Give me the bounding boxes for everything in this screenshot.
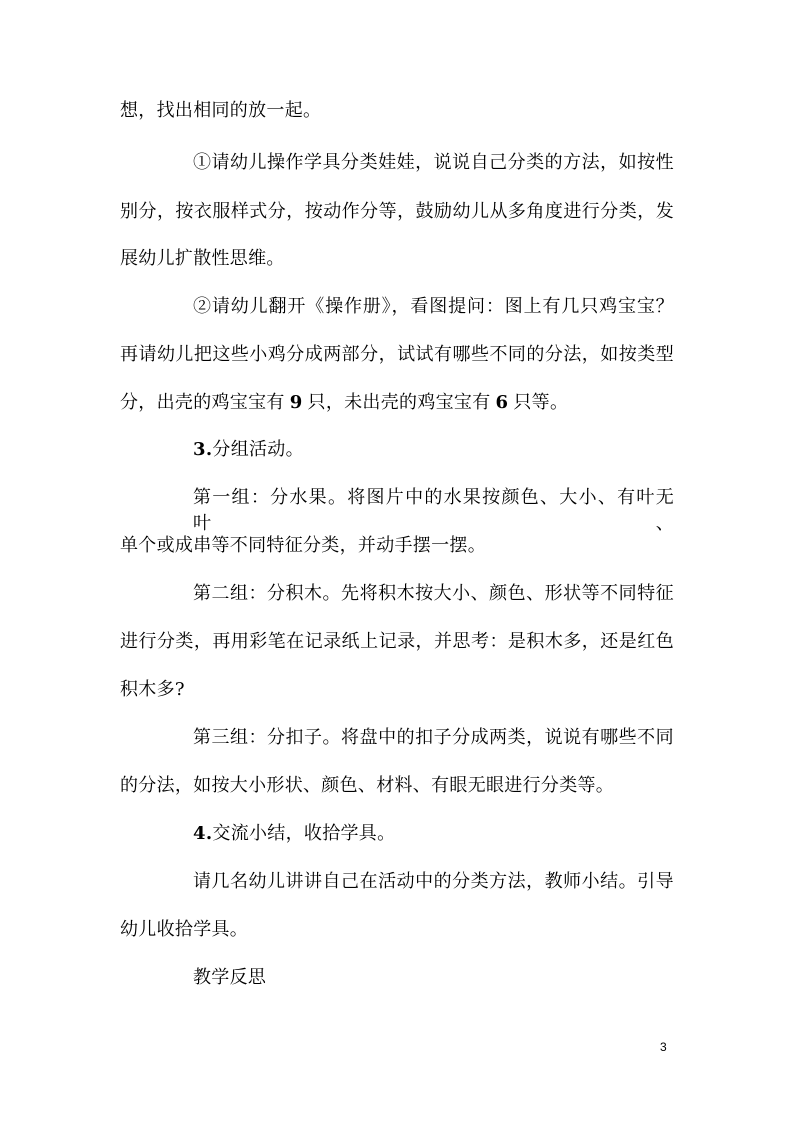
section-heading: 教学反思 [193, 967, 267, 988]
text-line: ①请幼儿操作学具分类娃娃，说说自己分类的方法，如按性 [193, 152, 674, 173]
text-line [0, 390, 794, 416]
page-number: 3 [660, 1040, 667, 1054]
text-line: 再请幼儿把这些小鸡分成两部分，试试有哪些不同的分法，如按类型 [120, 344, 674, 365]
section-heading [0, 437, 794, 463]
text-segment: 只，未出壳的鸡宝宝有 [307, 392, 491, 413]
text-segment: 分，出壳的鸡宝宝有 [120, 392, 285, 413]
section-title: 分组活动。 [212, 439, 304, 460]
text-line: 展幼儿扩散性思维。 [120, 248, 285, 269]
text-segment: 只等。 [513, 392, 569, 413]
number-nine: 9 [289, 392, 303, 413]
section-number: 4. [193, 823, 213, 844]
text-line: 第三组：分扣子。将盘中的扣子分成两类，说说有哪些不同 [193, 727, 674, 748]
text-line: 第二组：分积木。先将积木按大小、颜色、形状等不同特征 [193, 583, 674, 604]
text-line: ②请幼儿翻开《操作册》，看图提问：图上有几只鸡宝宝？ [193, 296, 674, 317]
text-line: 单个或成串等不同特征分类，并动手摆一摆。 [120, 535, 486, 556]
number-six: 6 [495, 392, 509, 413]
text-line: 幼儿收拾学具。 [120, 919, 249, 940]
text-line: 想，找出相同的放一起。 [120, 100, 322, 121]
text-line: 请几名幼儿讲讲自己在活动中的分类方法，教师小结。引导 [193, 871, 674, 892]
text-line: 的分法，如按大小形状、颜色、材料、有眼无眼进行分类等。 [120, 775, 615, 796]
section-title: 交流小结，收拾学具。 [212, 823, 396, 844]
section-number: 3. [193, 439, 213, 460]
section-heading [0, 821, 794, 847]
text-line: 进行分类，再用彩笔在记录纸上记录，并思考：是积木多，还是红色 [120, 631, 674, 652]
text-line: 别分，按衣服样式分，按动作分等，鼓励幼儿从多角度进行分类，发 [120, 201, 674, 222]
text-line: 积木多? [120, 679, 185, 700]
text-line: 第一组：分水果。将图片中的水果按颜色、大小、有叶无叶、 [193, 487, 674, 534]
